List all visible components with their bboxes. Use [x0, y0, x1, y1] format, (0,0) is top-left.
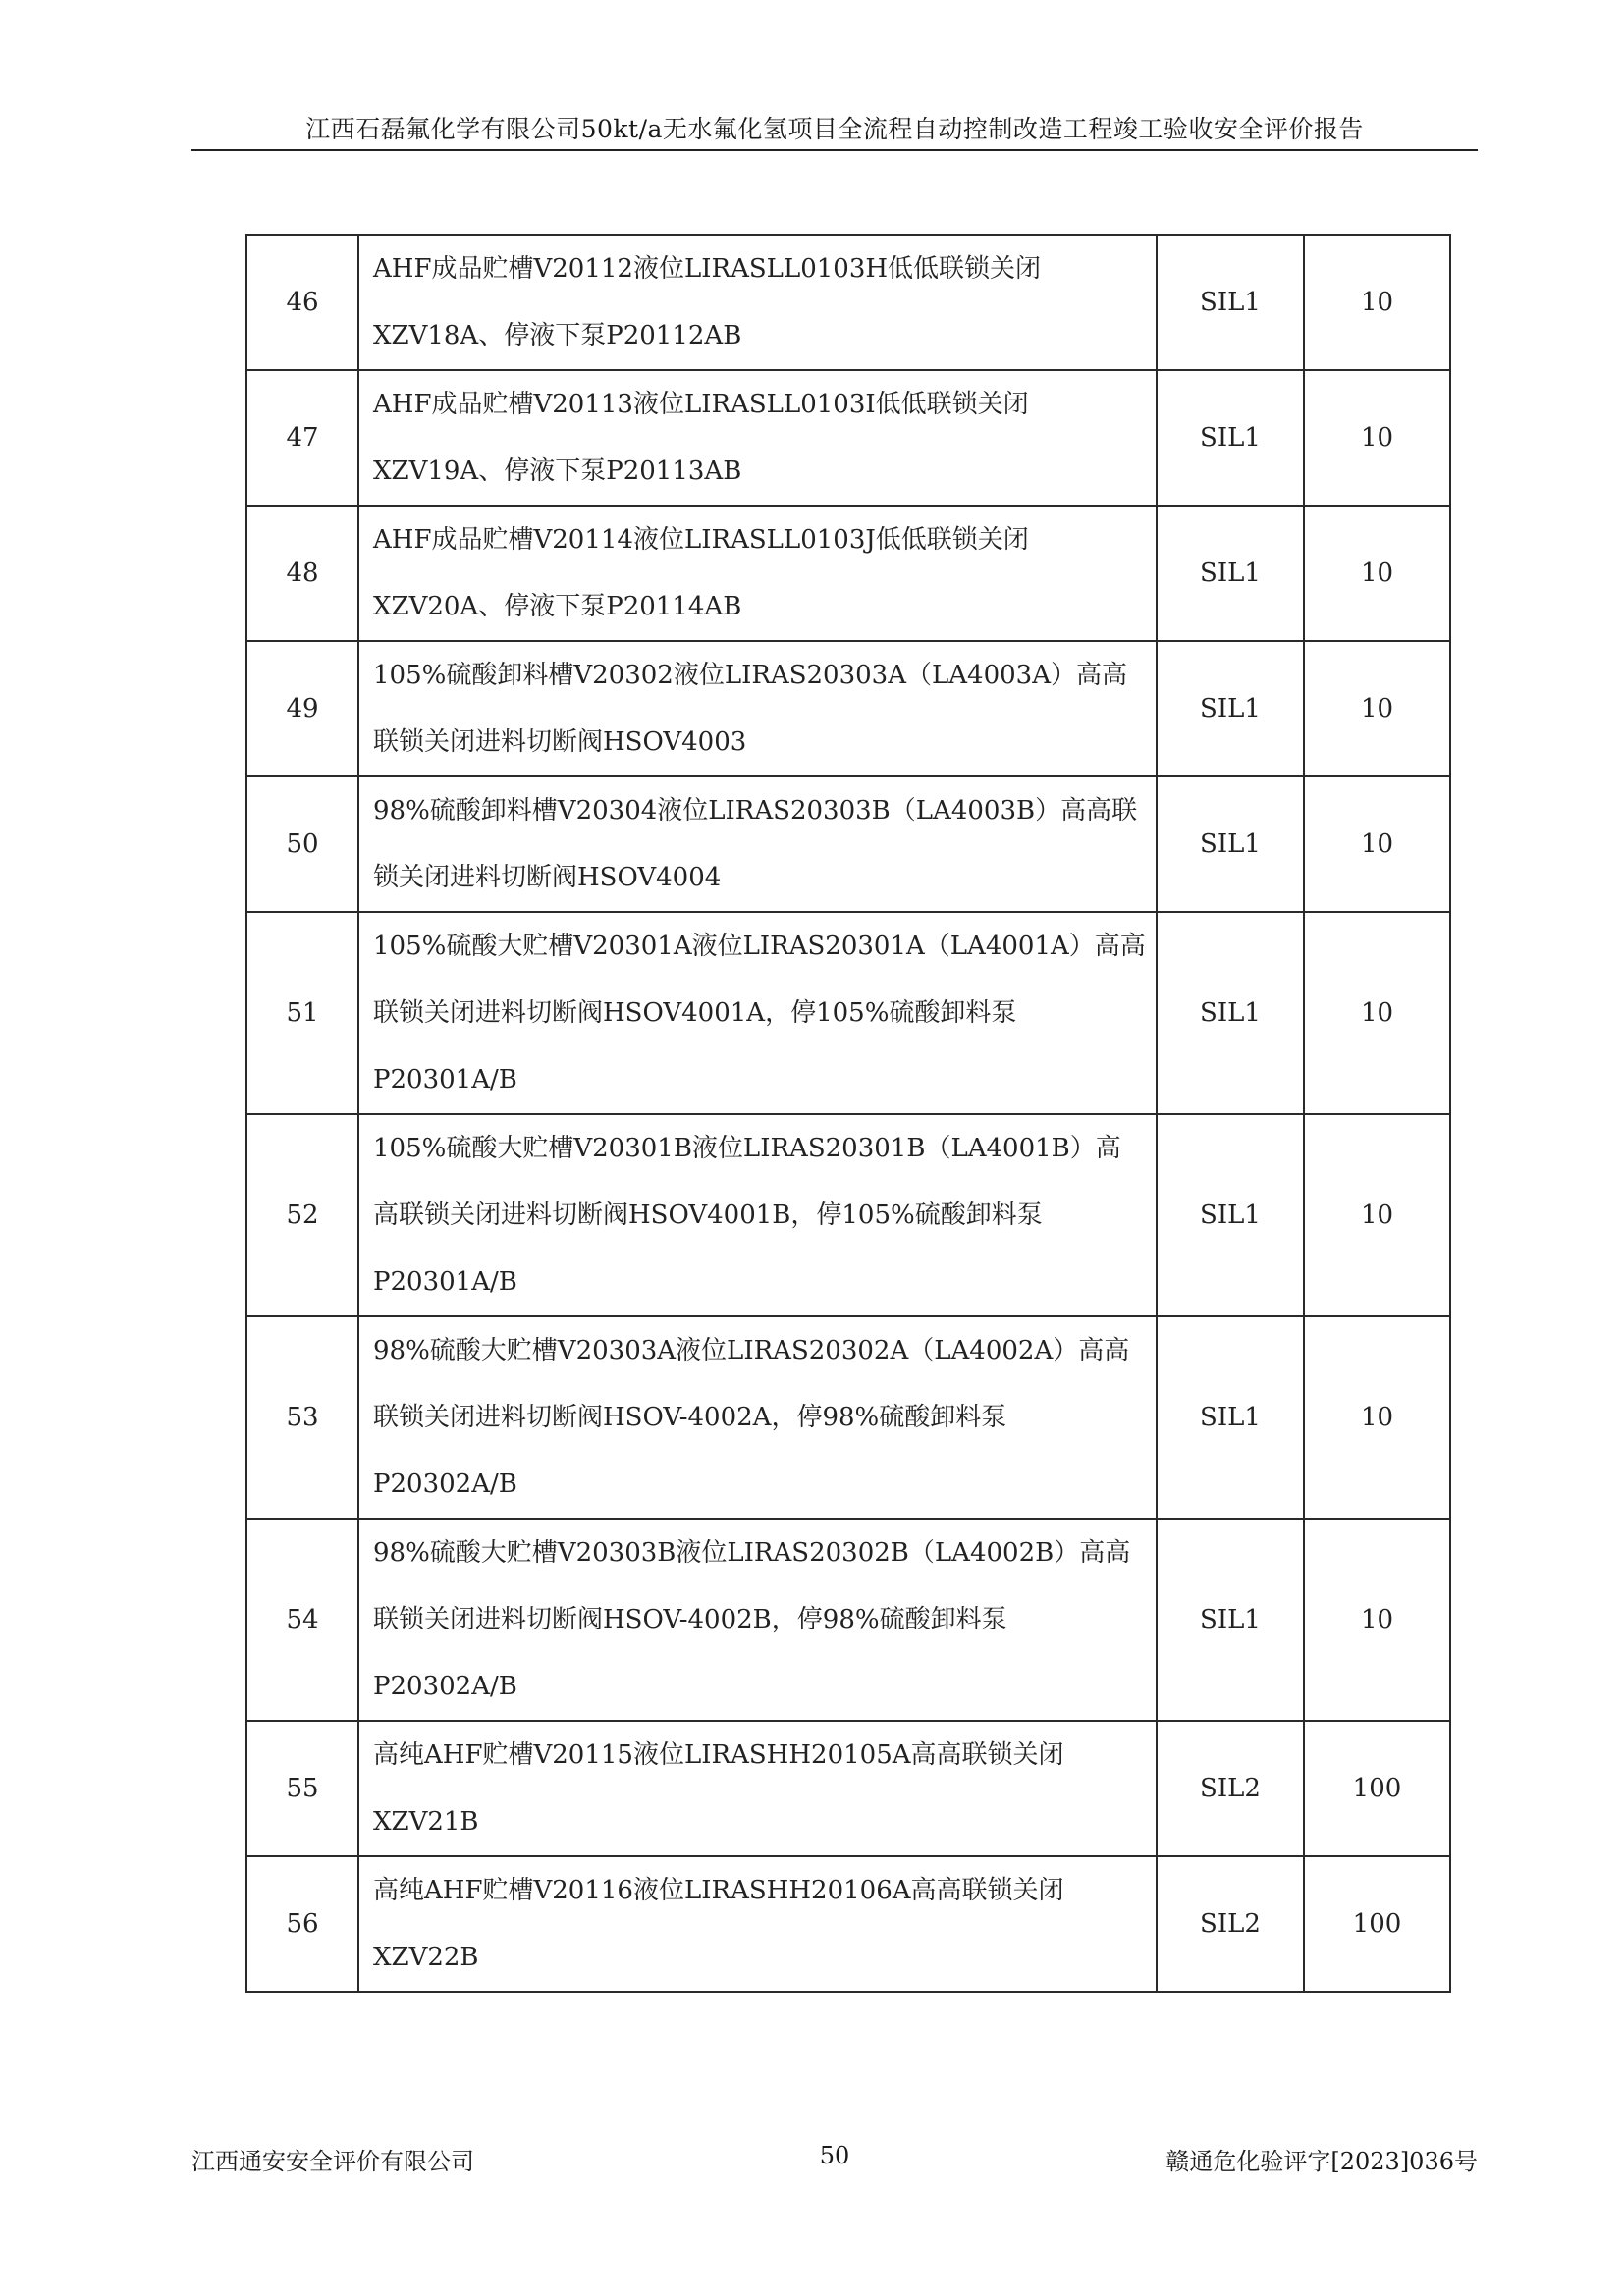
table-row [246, 506, 1450, 641]
row-number-cell: 49 [246, 641, 358, 776]
sil-level-cell: SIL1 [1157, 506, 1304, 641]
table-row [246, 1316, 1450, 1519]
interlock-description-cell: 105%硫酸大贮槽V20301A液位LIRAS20301A（LA4001A）高高联锁关闭进料切断阀HSOV4001A，停105%硫酸卸料泵P20301A/B [358, 912, 1157, 1114]
table-row [246, 1856, 1450, 1992]
row-number-cell: 47 [246, 370, 358, 506]
table-row [246, 1519, 1450, 1721]
risk-reduction-cell: 10 [1304, 912, 1450, 1114]
sil-level-cell: SIL2 [1157, 1721, 1304, 1856]
sis-table-body [246, 235, 1450, 1992]
row-number-cell: 51 [246, 912, 358, 1114]
table-row [246, 370, 1450, 506]
interlock-description-cell: 105%硫酸卸料槽V20302液位LIRAS20303A（LA4003A）高高联锁关闭进料切断阀HSOV4003 [358, 641, 1157, 776]
sil-level-cell: SIL1 [1157, 1519, 1304, 1721]
footer-page-number: 50 [819, 2142, 850, 2169]
risk-reduction-cell: 10 [1304, 776, 1450, 912]
table-row [246, 1114, 1450, 1316]
risk-reduction-cell: 100 [1304, 1856, 1450, 1992]
risk-reduction-cell: 10 [1304, 1316, 1450, 1519]
sis-interlock-table [245, 234, 1451, 1993]
table-row [246, 235, 1450, 370]
sil-level-cell: SIL2 [1157, 1856, 1304, 1992]
row-number-cell: 48 [246, 506, 358, 641]
row-number-cell: 52 [246, 1114, 358, 1316]
page-footer [191, 2142, 1478, 2177]
risk-reduction-cell: 10 [1304, 235, 1450, 370]
row-number-cell: 50 [246, 776, 358, 912]
interlock-description-cell: 98%硫酸卸料槽V20304液位LIRAS20303B（LA4003B）高高联锁关闭进料切断阀HSOV4004 [358, 776, 1157, 912]
row-number-cell: 56 [246, 1856, 358, 1992]
row-number-cell: 46 [246, 235, 358, 370]
footer-company: 江西通安安全评价有限公司 [191, 2148, 474, 2175]
interlock-description-cell: 98%硫酸大贮槽V20303B液位LIRAS20302B（LA4002B）高高联锁关闭进料切断阀HSOV-4002B，停98%硫酸卸料泵P20302A/B [358, 1519, 1157, 1721]
row-number-cell: 54 [246, 1519, 358, 1721]
header-divider [191, 149, 1478, 151]
risk-reduction-cell: 10 [1304, 1114, 1450, 1316]
table-row [246, 776, 1450, 912]
table-row [246, 641, 1450, 776]
interlock-description-cell: AHF成品贮槽V20112液位LIRASLL0103H低低联锁关闭XZV18A、停液下泵P20112AB [358, 235, 1157, 370]
risk-reduction-cell: 10 [1304, 506, 1450, 641]
sil-level-cell: SIL1 [1157, 1316, 1304, 1519]
sil-level-cell: SIL1 [1157, 641, 1304, 776]
row-number-cell: 53 [246, 1316, 358, 1519]
interlock-description-cell: AHF成品贮槽V20114液位LIRASLL0103J低低联锁关闭XZV20A、停液下泵P20114AB [358, 506, 1157, 641]
interlock-description-cell: 高纯AHF贮槽V20115液位LIRASHH20105A高高联锁关闭XZV21B [358, 1721, 1157, 1856]
interlock-description-cell: AHF成品贮槽V20113液位LIRASLL0103I低低联锁关闭XZV19A、停液下泵P20113AB [358, 370, 1157, 506]
sil-level-cell: SIL1 [1157, 235, 1304, 370]
risk-reduction-cell: 10 [1304, 1519, 1450, 1721]
sis-table-container [245, 234, 1451, 1993]
risk-reduction-cell: 10 [1304, 641, 1450, 776]
interlock-description-cell: 高纯AHF贮槽V20116液位LIRASHH20106A高高联锁关闭XZV22B [358, 1856, 1157, 1992]
table-row [246, 912, 1450, 1114]
sil-level-cell: SIL1 [1157, 912, 1304, 1114]
footer-doc-number: 赣通危化验评字[2023]036号 [1165, 2148, 1478, 2175]
risk-reduction-cell: 100 [1304, 1721, 1450, 1856]
sil-level-cell: SIL1 [1157, 370, 1304, 506]
interlock-description-cell: 105%硫酸大贮槽V20301B液位LIRAS20301B（LA4001B）高高联锁关闭进料切断阀HSOV4001B，停105%硫酸卸料泵P20301A/B [358, 1114, 1157, 1316]
sil-level-cell: SIL1 [1157, 776, 1304, 912]
sil-level-cell: SIL1 [1157, 1114, 1304, 1316]
interlock-description-cell: 98%硫酸大贮槽V20303A液位LIRAS20302A（LA4002A）高高联锁关闭进料切断阀HSOV-4002A，停98%硫酸卸料泵P20302A/B [358, 1316, 1157, 1519]
row-number-cell: 55 [246, 1721, 358, 1856]
table-row [246, 1721, 1450, 1856]
page-header-title: 江西石磊氟化学有限公司50kt/a无水氟化氢项目全流程自动控制改造工程竣工验收安全评价报告 [305, 115, 1364, 143]
risk-reduction-cell: 10 [1304, 370, 1450, 506]
